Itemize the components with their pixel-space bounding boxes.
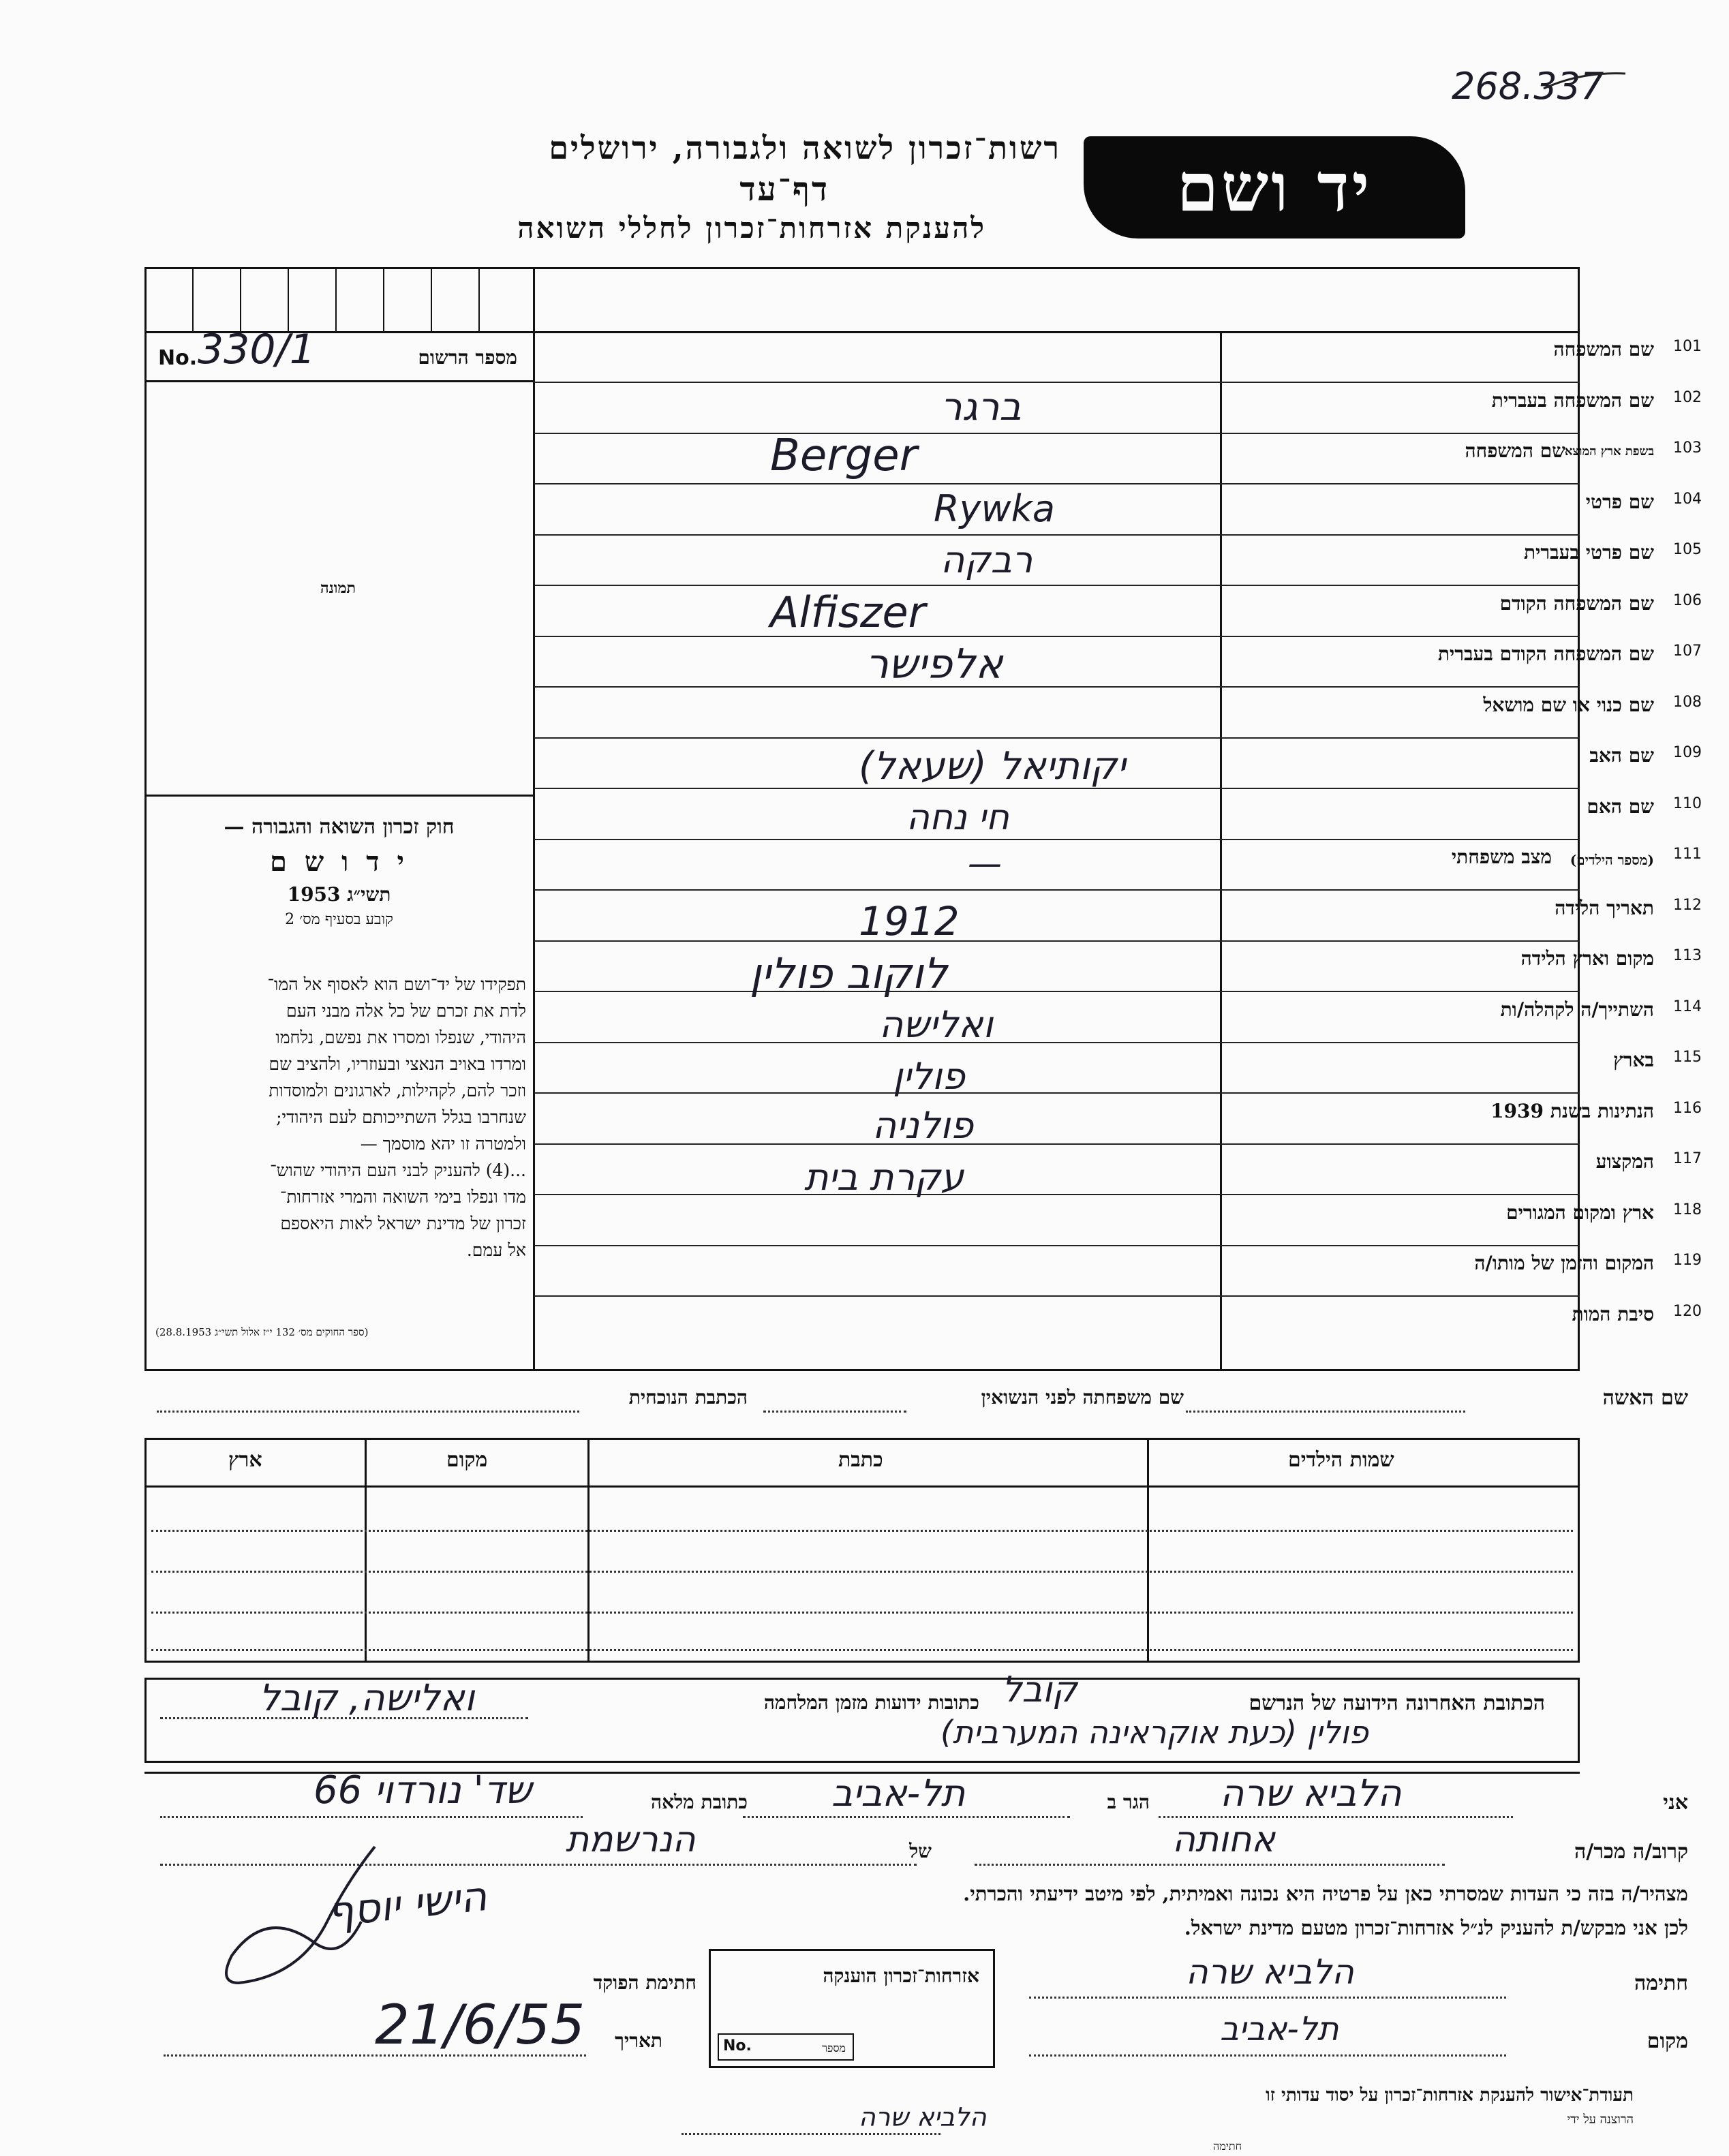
last-known-address-label: הכתובת האחרונה הידועה של הנרשם <box>1249 1691 1545 1715</box>
field-label: סיבת המות <box>1572 1303 1654 1325</box>
field-label-small: בשפת ארץ המוצא <box>1564 444 1654 459</box>
field-number: 113 <box>1673 947 1702 964</box>
children-place-header: מקום <box>446 1448 488 1472</box>
cert-box-number-label: מספר <box>822 2042 846 2054</box>
place-value: תל-אביב <box>1220 2010 1339 2048</box>
field-label: בארץ <box>1613 1049 1654 1071</box>
children-names-header: שמות הילדים <box>1288 1448 1394 1472</box>
field-number: 111 <box>1673 846 1702 863</box>
photo-label: תמונה <box>320 579 356 597</box>
law-body <box>151 971 526 1263</box>
law-text-block <box>153 815 525 928</box>
law-line: לדת את זכרם של כל אלה מבני העם <box>286 1001 526 1021</box>
registration-no-label: No. <box>158 346 198 370</box>
field-value: עקרת בית <box>804 1156 964 1199</box>
field-number: 109 <box>1673 744 1702 761</box>
law-footnote: (ספר החוקים מס׳ 132 י״ז אלול תשי״ג 28.8.1953) <box>155 1326 369 1338</box>
field-value: Alfiszer <box>770 587 926 637</box>
field-label: שם האב <box>1589 744 1654 767</box>
inspector-signature-scribble <box>211 1840 388 2003</box>
memorial-citizenship-box <box>709 1949 995 2068</box>
law-clause: קובע בסעיף מס׳ 2 <box>285 911 393 928</box>
field-label: ארץ ומקום המגורים <box>1506 1201 1654 1224</box>
field-number: 106 <box>1673 592 1702 609</box>
law-name: י ד ו ש ם <box>270 846 408 878</box>
field-label: תאריך הלידה <box>1555 897 1654 919</box>
field-value: — <box>968 844 1002 883</box>
registration-label: מספר הרשום <box>418 346 517 369</box>
last-known-address-detail: פולין (כעת אוקראינה המערבית) <box>940 1714 1368 1751</box>
field-label: שם פרטי בעברית <box>1523 541 1654 564</box>
signature-label: חתימה <box>1634 1971 1688 1995</box>
declarant-signature: הלביא שרה <box>1186 1952 1354 1992</box>
certificate-handed-value: הלביא שרה <box>859 2102 987 2132</box>
law-year: תשי״ג 1953 <box>287 883 391 906</box>
law-line: ומרדו באויב הנאצי ובעוזריו, ולהציב שם <box>269 1054 526 1074</box>
field-number: 107 <box>1673 643 1702 660</box>
wartime-address-value: ואלישה, קובל <box>259 1676 475 1719</box>
resides-value: תל-אביב <box>831 1772 966 1815</box>
law-line: ולמטרה זו יהא מוסמך — <box>360 1134 526 1154</box>
field-label: שם פרטי <box>1585 491 1654 513</box>
field-label: שם המשפחה <box>1553 338 1654 360</box>
declarant-name: הלביא שרה <box>1220 1772 1402 1815</box>
certificate-line: תעודת־אישור להענקת אזרחות־זכרון על יסוד עדותי זו <box>1266 2085 1634 2106</box>
field-label: המקום והזמן של מותו/ה <box>1474 1252 1654 1274</box>
date-label: תאריך <box>615 2029 662 2052</box>
field-number: 114 <box>1673 998 1702 1015</box>
field-value: פולין <box>893 1055 965 1098</box>
field-value: יקותיאל (שעאל) <box>859 744 1126 788</box>
law-line: מדו ונפלו בימי השואה והמרי אזרחות־ <box>279 1187 526 1207</box>
relation-label: קרוב/ה מכר/ה <box>1574 1840 1688 1864</box>
law-title: חוק זכרון השואה והגבורה — <box>224 815 455 839</box>
field-value: חי נחה <box>906 797 1009 838</box>
wartime-address-label: כתובות ידועות מזמן המלחמה <box>763 1691 979 1714</box>
field-value: לוקוב פולין <box>750 949 948 998</box>
last-known-address-value: קובל <box>1002 1669 1077 1710</box>
declarant-i-label: אני <box>1663 1791 1688 1815</box>
of-value: הנרשמת <box>566 1819 696 1860</box>
law-line: אל עמם. <box>466 1240 526 1260</box>
field-value: רבקה <box>940 538 1033 581</box>
archive-number-flourish <box>1540 68 1629 95</box>
law-line: זכרון של מדינת ישראל לאות היאספם <box>280 1214 526 1233</box>
archive-number: 268.337 <box>1452 65 1604 108</box>
cert-box-no: No. <box>723 2037 752 2054</box>
field-number: 112 <box>1673 897 1702 914</box>
law-line: ...(4) להעניק לבני העם היהודי שהוש־ <box>270 1160 526 1180</box>
cert-box-title: אזרחות־זכרון הוענקה <box>823 1965 979 1987</box>
inspector-signature: הישי יוסף <box>324 1872 489 1937</box>
law-line: שנחרבו בגלל השתייכותם לעם היהודי; <box>276 1107 526 1127</box>
field-label: שם האם <box>1587 795 1654 818</box>
field-number: 116 <box>1673 1100 1702 1117</box>
law-line: תפקידו של יד־ושם הוא לאסוף אל המו־ <box>267 974 526 994</box>
yad-vashem-logo <box>1084 136 1465 238</box>
logo-text: יד ושם <box>1176 148 1373 227</box>
wife-label: שם האשה <box>1602 1386 1688 1410</box>
field-number: 118 <box>1673 1201 1702 1218</box>
form-title: דף־עד <box>739 170 829 209</box>
certificate-handed-label: הרוצנה על ידי <box>1567 2112 1634 2127</box>
field-label: שם המשפחה הקודם בעברית <box>1437 643 1654 665</box>
declaration-line2: לכן אני מבקש/ת להעניק לנ״ל אזרחות־זכרון מטעם מדינת ישראל. <box>1184 1916 1688 1939</box>
resides-label: הגר ב <box>1107 1791 1150 1813</box>
law-line: וזכר להם, לקהילות, לארגונים ולמוסדות <box>269 1081 526 1100</box>
field-label: המקצוע <box>1595 1150 1654 1173</box>
field-label: מקום וארץ הלידה <box>1520 947 1654 970</box>
field-value: 1912 <box>859 898 960 944</box>
field-label: מצב משפחתי <box>1451 846 1552 868</box>
field-label: שם כנוי או שם מושאל <box>1483 694 1654 716</box>
maiden-name-label: שם משפחתה לפני הנשואין <box>981 1386 1184 1408</box>
field-label-small: (מספר הילדים) <box>1570 852 1654 868</box>
field-number: 110 <box>1673 795 1702 812</box>
law-line: היהודי, שנפלו ומסרו את נפשם, נלחמו <box>275 1028 526 1047</box>
field-label: השתייך/ה לקהלה/ות <box>1500 998 1654 1021</box>
inspector-signature-label: חתימת הפוקד <box>593 1971 697 1994</box>
field-number: 104 <box>1673 491 1702 508</box>
field-number: 119 <box>1673 1252 1702 1269</box>
field-number: 108 <box>1673 694 1702 711</box>
registration-number: 330/1 <box>198 326 316 373</box>
declaration-line1: מצהיר/ה בזה כי העדות שמסרתי כאן על פרטיה היא נכונה ואמיתית, לפי מיטב ידיעתי והכרתי. <box>963 1882 1688 1905</box>
field-label: הנתינות בשנת 1939 <box>1490 1100 1654 1122</box>
certificate-sign-label: חתימה <box>1213 2140 1242 2153</box>
field-number: 101 <box>1673 338 1702 355</box>
cert-box-number-field <box>718 2033 854 2061</box>
field-value: ואלישה <box>879 1003 994 1046</box>
date-value: 21/6/55 <box>375 1993 585 2057</box>
children-country-header: ארץ <box>228 1448 262 1472</box>
place-label: מקום <box>1647 2029 1688 2053</box>
full-address-value: שד' נורדוי 66 <box>313 1768 532 1813</box>
field-value: ברגר <box>940 385 1022 429</box>
form-subtitle: להענקת אזרחות־זכרון לחללי השואה <box>517 211 986 245</box>
institution-title: רשות־זכרון לשואה ולגבורה, ירושלים <box>549 129 1061 166</box>
field-number: 103 <box>1673 440 1702 457</box>
field-label: שם המשפחה בעברית <box>1491 389 1654 412</box>
field-number: 120 <box>1673 1303 1702 1320</box>
field-label: שם המשפחה <box>1465 440 1565 462</box>
field-value: אלפישר <box>866 641 1003 688</box>
field-number: 117 <box>1673 1150 1702 1167</box>
field-number: 105 <box>1673 541 1702 558</box>
current-address-label: הכתבת הנוכחית <box>628 1386 748 1408</box>
field-label: שם המשפחה הקודם <box>1499 592 1654 615</box>
full-address-label: כתובת מלאה <box>650 1791 748 1813</box>
relation-value: אחותה <box>1172 1819 1276 1860</box>
field-value: Berger <box>770 431 917 481</box>
field-number: 102 <box>1673 389 1702 406</box>
of-label: של <box>909 1840 932 1862</box>
children-address-header: כתבת <box>838 1448 883 1472</box>
field-number: 115 <box>1673 1049 1702 1066</box>
field-value: פולניה <box>872 1104 974 1147</box>
field-value: Rywka <box>934 487 1056 530</box>
